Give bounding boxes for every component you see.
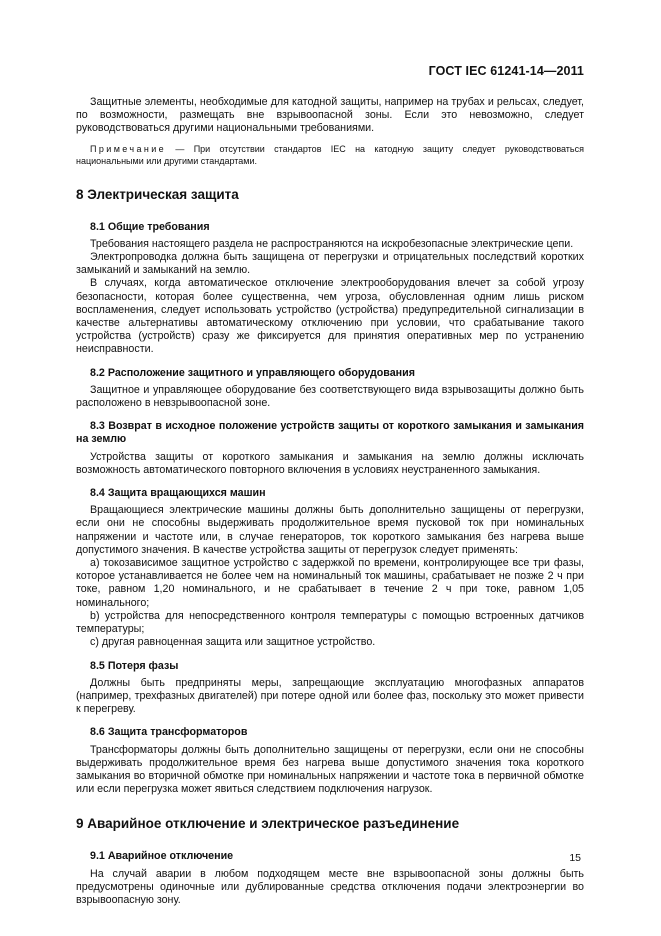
section-8-2-title: 8.2 Расположение защитного и управляющего оборудования (90, 366, 415, 379)
section-9-1-p1: На случай аварии в любом подходящем месте вне взрывоопасной зоны должны быть предусмотрены одиночные или дублированные средства отключения подачи электроэнергии во взрывоопасную зону. (76, 867, 584, 906)
section-8-2-p1: Защитное и управляющее оборудование без соответствующего вида взрывозащиты должно быть расположено в невзрывоопасной зоне. (76, 383, 584, 410)
section-8-1-p3: В случаях, когда автоматическое отключение электрооборудования влечет за собой угрозу безопасности, которая более существенна, чем угроза, обусловленная одним лишь риском воспламенения, следует использовать устройство (устройства) предупредительной сигнализации в качестве альтернативы автоматическому отключению при условии, что срабатывание такого устройства (устройств) сразу же фиксируется для принятия оперативных мер по устранению неисправности. (76, 277, 584, 356)
section-8-4-item-a: а) токозависимое защитное устройство с задержкой по времени, контролирующее все три фазы, которое устанавливается не более чем на номинальный ток машины, срабатывает не позже 2 ч при токе, равном 1,20 номинального, и не срабатывает в течение 2 ч при токе, равном 1,05 номинального; (76, 557, 584, 609)
section-8-4-item-b: b) устройства для непосредственного контроля температуры с помощью встроенных датчиков температуры; (76, 609, 584, 636)
note-label: Примечание (90, 143, 167, 154)
section-8-5-p1: Должны быть предприняты меры, запрещающие эксплуатацию многофазных аппаратов (например, трехфазных двигателей) при потере одной или более фаз, поскольку это может привести к перегреву. (76, 676, 584, 716)
section-8-1-p1: Требования настоящего раздела не распространяются на искробезопасные электрические цепи. (90, 237, 574, 250)
section-8-6-p1: Трансформаторы должны быть дополнительно защищены от перегрузки, если они не способны выдерживать продолжительное время без нагрева выше допустимого значения тока короткого замыкания во вторичной обмотке при номинальных напряжении и частоте тока в первичной обмотке или если перегрузка может явиться следствием подключения нагрузок. (76, 743, 584, 796)
section-8-4-item-c: c) другая равноценная защита или защитное устройство. (90, 636, 376, 649)
section-9-title: 9 Аварийное отключение и электрическое разъединение (76, 816, 460, 832)
section-9-1-title: 9.1 Аварийное отключение (90, 850, 234, 863)
section-8-1-title: 8.1 Общие требования (90, 220, 210, 233)
section-8-4-title: 8.4 Защита вращающихся машин (90, 487, 266, 500)
document-body (76, 96, 584, 907)
section-8-4-p1: Вращающиеся электрические машины должны быть дополнительно защищены от перегрузки, если они не способны выдерживать продолжительное время пусковой ток при номинальных напряжении и частоте или, в случае генераторов, ток короткого замыкания без нагрева выше допустимого значения. В качестве устройства защиты от перегрузок следует применять: (76, 504, 584, 556)
page-number: 15 (569, 852, 581, 864)
section-8-title: 8 Электрическая защита (76, 186, 239, 202)
section-8-3-p1: Устройства защиты от короткого замыкания и замыкания на землю должны исключать возможность автоматического повторного включения в условиях неустраненного замыкания. (76, 450, 584, 476)
section-8-5-title: 8.5 Потеря фазы (90, 659, 179, 672)
intro-paragraph: Защитные элементы, необходимые для катодной защиты, например на трубах и рельсах, следует, по возможности, размещать вне взрывоопасной зоны. Если это невозможно, следует руководствоваться другими национальными требованиями. (76, 96, 584, 135)
section-8-1-p2: Электропроводка должна быть защищена от перегрузки и отрицательных последствий коротких замыканий и замыканий на землю. (76, 251, 584, 277)
note (76, 143, 584, 167)
note-text: — При отсутствии стандартов IEC на катодную защиту следует руководствоваться национальными или другими стандартами. (76, 143, 584, 166)
section-8-6-title: 8.6 Защита трансформаторов (90, 726, 248, 739)
document-header: ГОСТ IEC 61241-14—2011 (428, 64, 584, 78)
section-8-3-title: 8.3 Возврат в исходное положение устройств защиты от короткого замыкания и замыкания на землю (76, 420, 584, 446)
